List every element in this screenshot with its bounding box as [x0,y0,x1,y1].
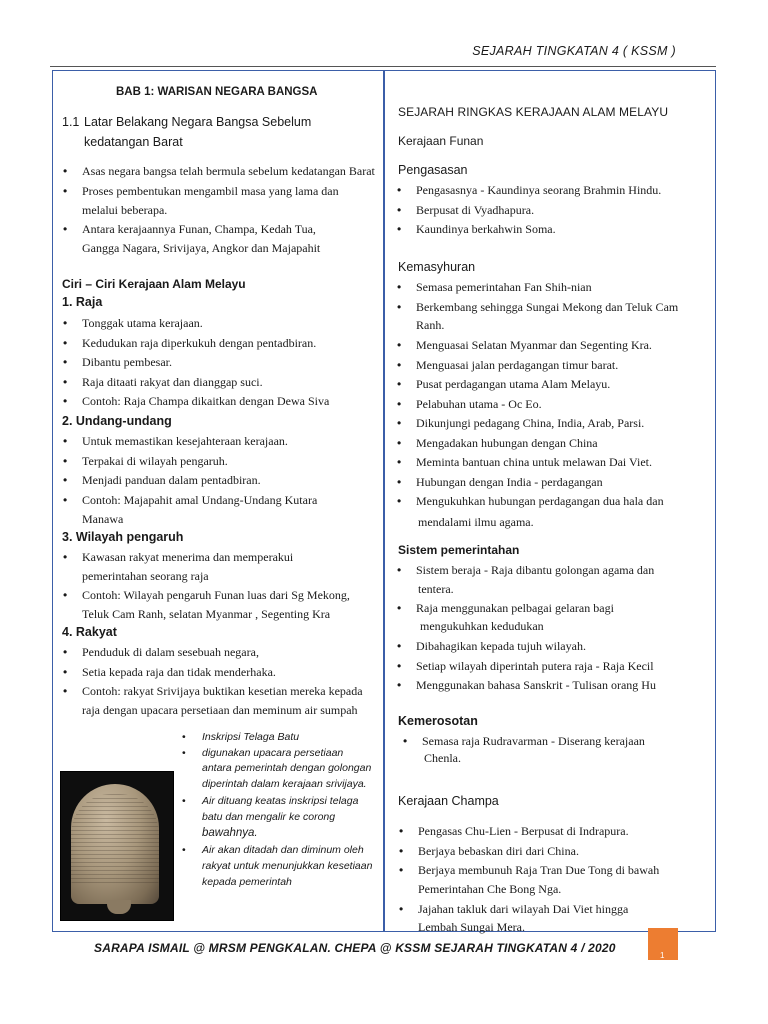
inscription-photo [60,771,174,921]
caption-continuation: antara pemerintah dengan golongan [202,762,372,774]
list-item: • Raja ditaati rakyat dan dianggap suci. [58,373,378,393]
caption-continuation: kepada pemerintah [202,876,292,888]
sistem-list-2 [392,599,712,619]
stone-spout [107,900,131,914]
intro-list-2 [58,220,378,240]
list-item: • Contoh: Majapahit amal Undang-Undang Kutara [58,491,378,511]
list-item: • Kedudukan raja diperkukuh dengan pentadbiran. [58,334,378,354]
list-item-continuation: Ranh. [416,318,445,332]
list-item: • Semasa pemerintahan Fan Shih-nian [392,278,712,298]
list-item: • Antara kerajaannya Funan, Champa, Kedah Tua, [58,220,378,240]
kemasyhuran-heading: Kemasyhuran [398,260,476,274]
sistem-list [392,561,712,581]
section-number: 1.1 [62,115,80,129]
list-item-continuation: pemerintahan seorang raja [82,569,209,583]
champa-heading: Kerajaan Champa [398,794,499,808]
list-item: • Mengukuhkan hubungan perdagangan dua hala dan [392,492,712,512]
list-item: • Sistem beraja - Raja dibantu golongan agama dan [392,561,712,581]
list-item-continuation: raja dengan upacara persetiaan dan meminum air sumpah [82,703,358,717]
list-item: • Contoh: rakyat Srivijaya buktikan kesetian mereka kepada [58,682,378,702]
sistem-heading: Sistem pemerintahan [398,543,520,557]
list-item: • Meminta bantuan china untuk melawan Dai Viet. [392,453,712,473]
section-title-line2: kedatangan Barat [84,135,183,149]
list-item: • Raja menggunakan pelbagai gelaran bagi [392,599,712,619]
list-item: • Menguasai Selatan Myanmar dan Segenting Kra. [392,336,712,356]
kemasyhuran-list-2 [392,336,712,512]
list-item-continuation: melalui beberapa. [82,203,168,217]
intro-list [58,162,378,201]
list-item: • Kawasan rakyat menerima dan memperakui [58,548,378,568]
list-item-continuation: mendalami ilmu agama. [418,515,534,529]
list-item: • Untuk memastikan kesejahteraan kerajaan. [58,432,378,452]
list-item-continuation: mengukuhkan kedudukan [420,619,544,633]
list-item: • Pengasasnya - Kaundinya seorang Brahmin Hindu. [392,181,712,201]
list-item: • Dikunjungi pedagang China, India, Arab, Parsi. [392,414,712,434]
champa-list-2 [394,900,712,920]
wilayah-heading: 3. Wilayah pengaruh [62,530,184,544]
list-item: • Dibantu pembesar. [58,353,378,373]
champa-list [394,822,712,881]
list-item: • Semasa raja Rudravarman - Diserang kerajaan [398,732,714,752]
list-item: • Asas negara bangsa telah bermula sebelum kedatangan Barat [58,162,378,182]
rakyat-heading: 4. Rakyat [62,625,117,639]
undang-list [58,432,378,510]
wilayah-list [58,548,378,568]
list-item: • Penduduk di dalam sesebuah negara, [58,643,378,663]
telaga-batu-stone [71,784,159,904]
raja-heading: 1. Raja [62,295,103,309]
list-item: • Jajahan takluk dari wilayah Dai Viet hingga [394,900,712,920]
caption-item: • digunakan upacara persetiaan [180,746,380,762]
photo-caption [180,730,380,761]
page-number-tab [648,928,678,960]
caption-continuation: bawahnya. [202,827,258,839]
list-item-continuation: Manawa [82,512,124,526]
kemasyhuran-list [392,278,712,317]
list-item: • Pelabuhan utama - Oc Eo. [392,395,712,415]
list-item: • Berpusat di Vyadhapura. [392,201,712,221]
list-item: • Menjadi panduan dalam pentadbiran. [58,471,378,491]
list-item: • Pusat perdagangan utama Alam Melayu. [392,375,712,395]
caption-item: • Inskripsi Telaga Batu [180,730,380,746]
sistem-list-3 [392,637,712,696]
list-item: • Tonggak utama kerajaan. [58,314,378,334]
undang-heading: 2. Undang-undang [62,414,172,428]
caption-continuation: rakyat untuk menunjukkan kesetiaan [202,860,373,872]
list-item: • Dibahagikan kepada tujuh wilayah. [392,637,712,657]
list-item-continuation: Pemerintahan Che Bong Nga. [418,882,562,896]
list-item-continuation: Lembah Sungai Mera. [418,920,525,934]
list-item: • Berjaya membunuh Raja Tran Due Tong di bawah [394,861,712,881]
list-item-continuation: Teluk Cam Ranh, selatan Myanmar , Segenting Kra [82,607,331,621]
pengasasan-heading: Pengasasan [398,163,468,177]
kemerosotan-heading: Kemerosotan [398,714,478,728]
list-item: • Contoh: Wilayah pengaruh Funan luas dari Sg Mekong, [58,586,378,606]
raja-list [58,314,378,412]
funan-heading: Kerajaan Funan [398,134,484,148]
chapter-title: BAB 1: WARISAN NEGARA BANGSA [116,86,318,98]
caption-item: • Air akan ditadah dan diminum oleh [180,843,380,859]
page-header: SEJARAH TINGKATAN 4 ( KSSM ) [472,44,676,58]
section-title-line1: Latar Belakang Negara Bangsa Sebelum [84,115,312,129]
list-item: • Setia kepada raja dan tidak menderhaka. [58,663,378,683]
list-item: • Contoh: Raja Champa dikaitkan dengan Dewa Siva [58,392,378,412]
header-rule [50,66,716,67]
list-item: • Menguasai jalan perdagangan timur barat. [392,356,712,376]
list-item: • Setiap wilayah diperintah putera raja - Raja Kecil [392,657,712,677]
right-title: SEJARAH RINGKAS KERAJAAN ALAM MELAYU [398,105,669,119]
list-item: • Menggunakan bahasa Sanskrit - Tulisan orang Hu [392,676,712,696]
caption-continuation: diperintah dalam kerajaan srivijaya. [202,778,367,790]
list-item-continuation: Chenla. [424,751,461,765]
list-item: • Proses pembentukan mengambil masa yang lama dan [58,182,378,202]
list-item: • Hubungan dengan India - perdagangan [392,473,712,493]
list-item-continuation: tentera. [418,582,454,596]
list-item: • Pengasas Chu-Lien - Berpusat di Indrapura. [394,822,712,842]
list-item: • Terpakai di wilayah pengaruh. [58,452,378,472]
pengasasan-list [392,181,712,240]
list-item: • Berkembang sehingga Sungai Mekong dan Teluk Cam [392,298,712,318]
list-item: • Mengadakan hubungan dengan China [392,434,712,454]
caption-continuation: batu dan mengalir ke corong [202,811,336,823]
photo-caption-3 [180,843,380,859]
list-item-continuation: Gangga Nagara, Srivijaya, Angkor dan Majapahit [82,241,321,255]
wilayah-list-2 [58,586,378,606]
photo-caption-2 [180,794,380,810]
caption-item: • Air dituang keatas inskripsi telaga [180,794,380,810]
page-footer: SARAPA ISMAIL @ MRSM PENGKALAN. CHEPA @ KSSM SEJARAH TINGKATAN 4 / 2020 [94,941,616,955]
rakyat-list [58,643,378,702]
list-item: • Berjaya bebaskan diri dari China. [394,842,712,862]
list-item: • Kaundinya berkahwin Soma. [392,220,712,240]
page-number: 1 [660,951,665,960]
ciri-heading: Ciri – Ciri Kerajaan Alam Melayu [62,277,246,291]
